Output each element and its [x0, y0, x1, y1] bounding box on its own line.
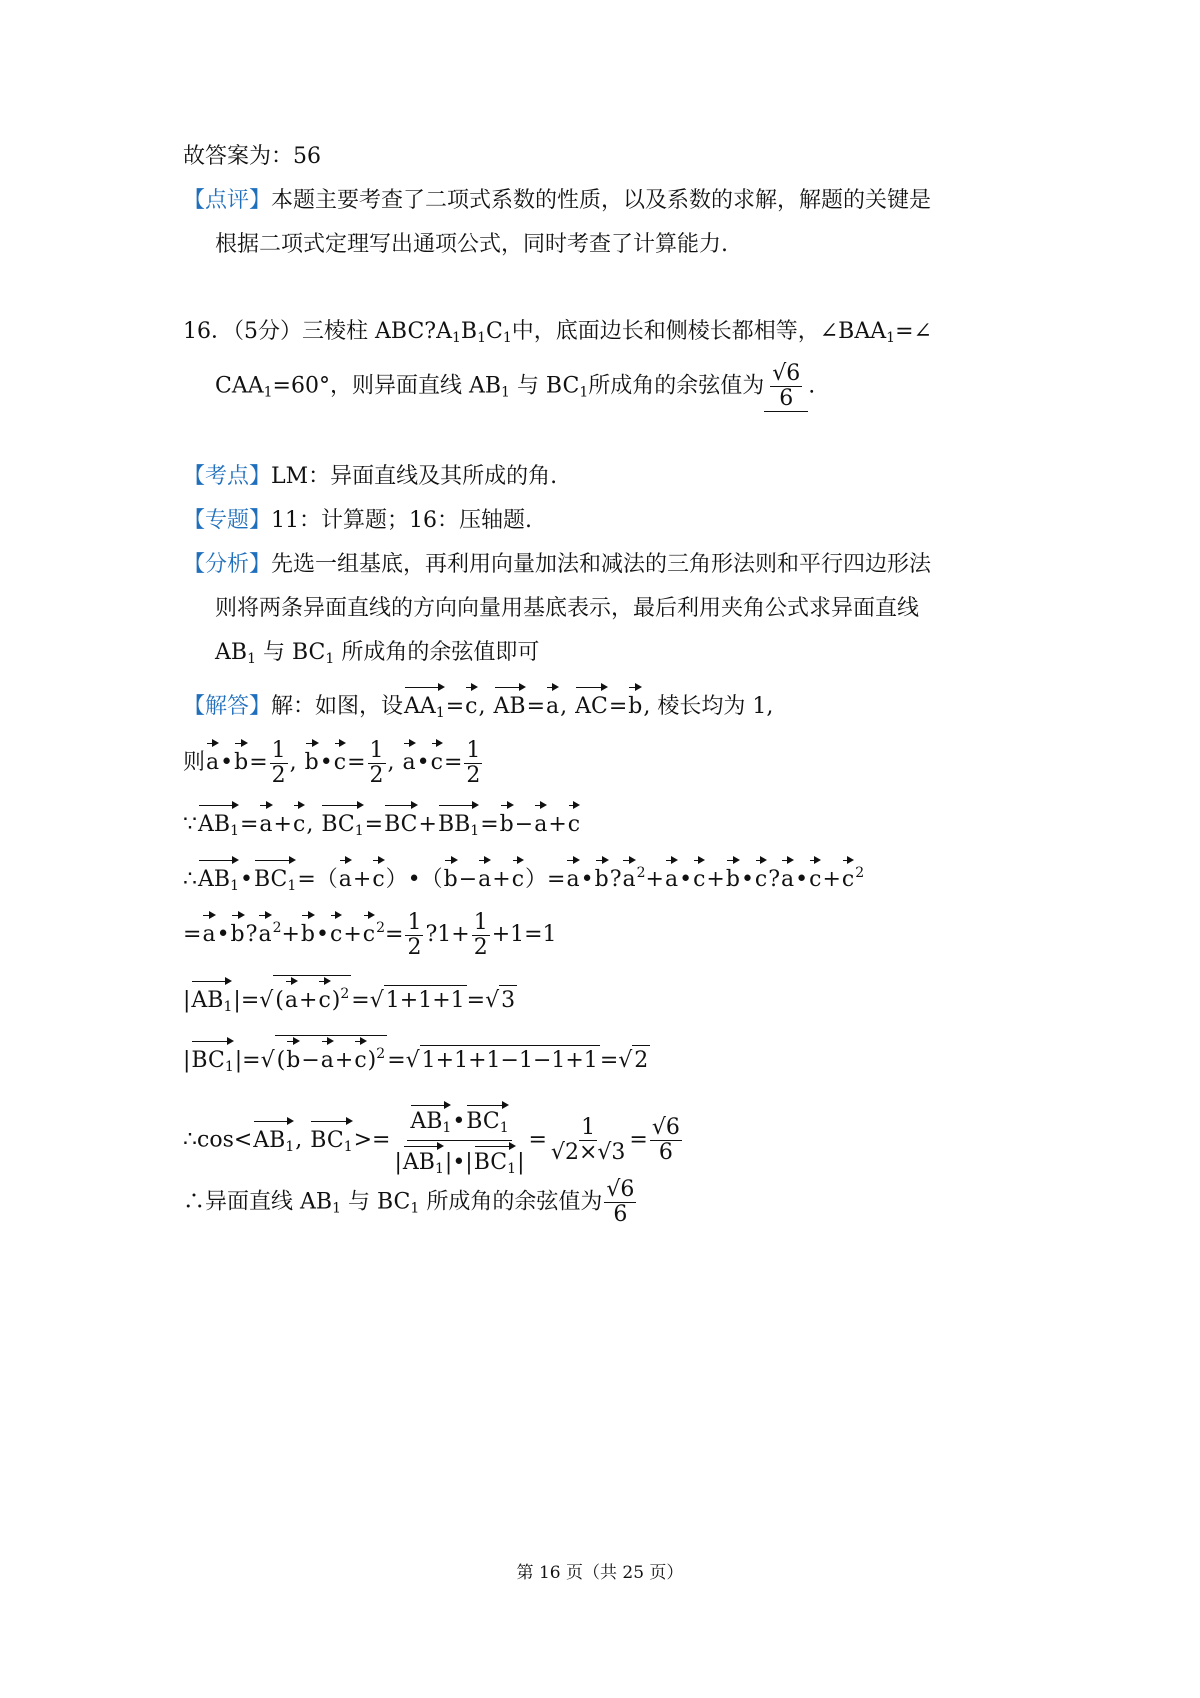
fenxi-line-1: 【分析】先选一组基底，再利用向量加法和减法的三角形法则和平行四边形法 [183, 552, 932, 577]
solution-step-2: $\because AB_1=a+c$, $BC_1=BC+BB_1=b-a+c$ [183, 800, 581, 846]
solution-step-4: $=a•b?a^2+b•c+c^2=$ $\frac{1}{2}$ ?1+ $\frac{1}{2}$ +1=1 [183, 909, 557, 960]
comment-line-2: 根据二项式定理写出通项公式，同时考查了计算能力. [215, 232, 728, 257]
question-16-line-1: 16．（5分）三棱柱 $ABC?A_1B_1C_1$中，底面边长和侧棱长都相等，$\angle BAA_1=\angle$ [183, 319, 932, 346]
jieda-line: 【解答】解：如图，设$AA_1=c$, AB=a, AC=b, 棱长均为 1, [183, 682, 773, 728]
fenxi-line-2: 则将两条异面直线的方向向量用基底表示，最后利用夹角公式求异面直线 [215, 596, 920, 621]
solution-step-6: $|BC_1|=√(b-a+c)^2=√1+1+1-1-1+1=√2$ [183, 1035, 650, 1082]
comment-tag: 【点评】 [183, 188, 272, 213]
answer-line: 故答案为：56 [183, 144, 321, 169]
answer-blank: $\frac{√6}{6}$ [764, 362, 808, 412]
zhuanti-line: 【专题】11：计算题；16：压轴题. [183, 508, 532, 533]
solution-step-1: 则a•b= $\frac{1}{2}$ , b•c= $\frac{1}{2}$ , a•c= $\frac{1}{2}$ [183, 737, 481, 788]
page-footer: 第 16 页（共 25 页） [516, 1563, 684, 1583]
solution-step-3: $\therefore AB_1•BC_1=(a+c)•(b-a+c)=a•b?a^2+a•c+b•c?a•c+c^2$ [183, 855, 864, 901]
conclusion-line: ∴异面直线 $AB_1$ 与 $BC_1$ 所成角的余弦值为 $\frac{√6}{6}$ [183, 1177, 635, 1227]
question-16-line-2: $CAA_1=60^\circ$，则异面直线 $AB_1$ 与 $BC_1$所成角的余弦值为 $\frac{√6}{6}$ . [215, 361, 816, 411]
kaodian-line: 【考点】LM：异面直线及其所成的角. [183, 464, 558, 489]
solution-step-5: $|AB_1|=√(a+c)^2=√1+1+1=√3$ [183, 975, 517, 1022]
comment-line-1: 【点评】本题主要考查了二项式系数的性质，以及系数的求解，解题的关键是 [183, 188, 932, 213]
solution-step-7: $\therefore\cos<AB_1$, $BC_1>=$ $\frac{AB_1•BC_1}{|AB_1|•|BC_1|}$ = $\frac{1}{√2\times√3}$ = $\frac{√6}{6}$ [183, 1100, 684, 1181]
fenxi-line-3: $AB_1$ 与 $BC_1$ 所成角的余弦值即可 [215, 640, 540, 667]
